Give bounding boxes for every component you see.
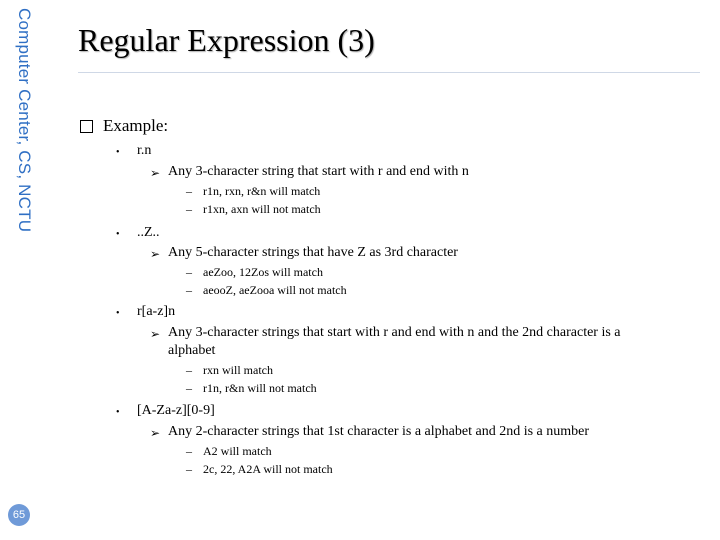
bullet-icon: • <box>116 308 120 319</box>
arrow-bullet-icon: ➢ <box>150 426 161 440</box>
bullet-icon: • <box>116 407 120 418</box>
bullet-icon: • <box>116 147 120 158</box>
note-3-2: r1n, r&n will not match <box>203 381 317 395</box>
pattern-1: r.n <box>137 143 152 158</box>
note-4-2: 2c, 22, A2A will not match <box>203 462 333 476</box>
desc-3-line2: alphabet <box>168 343 216 358</box>
note-4-1: A2 will match <box>203 444 272 458</box>
pattern-4: [A-Za-z][0-9] <box>137 403 215 418</box>
slide-title: Regular Expression (3) <box>78 22 375 58</box>
desc-4: Any 2-character strings that 1st character is a alphabet and 2nd is a number <box>168 424 590 439</box>
dash-bullet-icon: – <box>186 462 192 476</box>
sidebar-label: Computer Center, CS, NCTU <box>15 8 34 233</box>
note-3-1: rxn will match <box>203 363 273 377</box>
page-number-badge: 65 <box>8 504 30 526</box>
dash-bullet-icon: – <box>186 283 192 297</box>
dash-bullet-icon: – <box>186 363 192 377</box>
note-2-2: aeooZ, aeZooa will not match <box>203 283 347 297</box>
dash-bullet-icon: – <box>186 184 192 198</box>
note-1-1: r1n, rxn, r&n will match <box>203 184 321 198</box>
dash-bullet-icon: – <box>186 381 192 395</box>
pattern-3: r[a-z]n <box>137 304 176 319</box>
arrow-bullet-icon: ➢ <box>150 166 161 180</box>
pattern-2: ..Z.. <box>137 225 160 240</box>
dash-bullet-icon: – <box>186 265 192 279</box>
arrow-bullet-icon: ➢ <box>150 327 161 341</box>
dash-bullet-icon: – <box>186 444 192 458</box>
desc-3-line1: Any 3-character strings that start with r and end with n and the 2nd character is a <box>168 325 621 340</box>
checkbox-bullet-icon <box>80 120 93 133</box>
note-2-1: aeZoo, 12Zos will match <box>203 265 323 279</box>
bullet-icon: • <box>116 229 120 240</box>
arrow-bullet-icon: ➢ <box>150 247 161 261</box>
note-1-2: r1xn, axn will not match <box>203 202 321 216</box>
desc-2: Any 5-character strings that have Z as 3rd character <box>168 245 458 260</box>
dash-bullet-icon: – <box>186 202 192 216</box>
intro-label: Example: <box>103 116 169 135</box>
desc-1: Any 3-character string that start with r and end with n <box>168 164 469 179</box>
